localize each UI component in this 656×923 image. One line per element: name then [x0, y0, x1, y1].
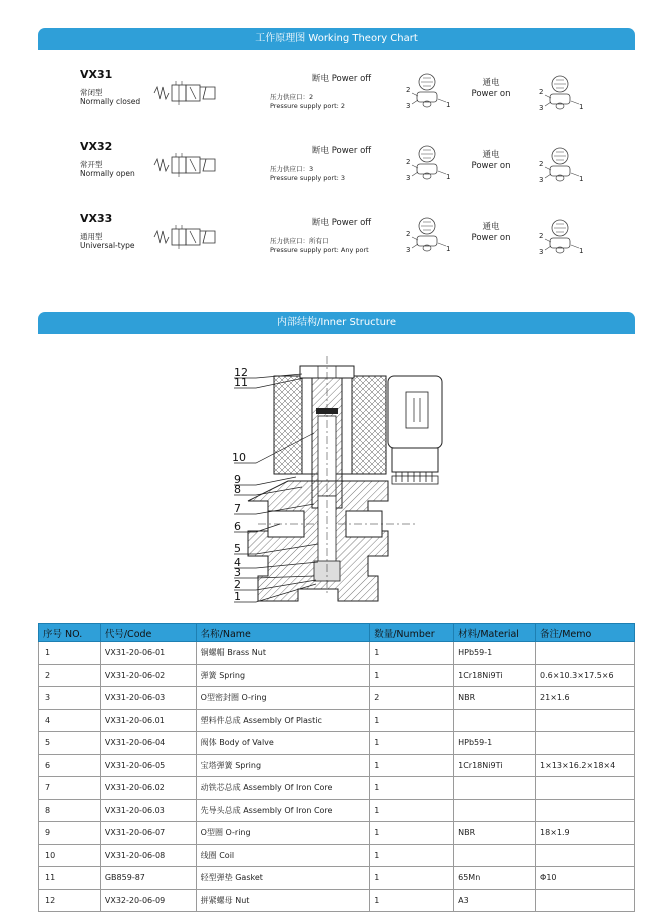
type-en: Normally open	[80, 169, 135, 178]
part-name: 线圈 Coil	[196, 844, 370, 867]
part-qty: 1	[370, 754, 454, 777]
part-qty: 1	[370, 777, 454, 800]
power-on-label	[468, 78, 514, 100]
part-no: 6	[39, 754, 101, 777]
valve-symbol	[150, 78, 230, 108]
part-code: VX31-20-06-08	[100, 844, 196, 867]
part-no: 5	[39, 732, 101, 755]
part-no: 7	[39, 777, 101, 800]
part-memo	[536, 642, 635, 665]
part-no: 1	[39, 642, 101, 665]
part-memo	[536, 889, 635, 912]
power-on-cn: 通电	[482, 222, 500, 232]
part-material	[454, 799, 536, 822]
theory-row	[80, 140, 600, 200]
part-material: 1Cr18Ni9Ti	[454, 754, 536, 777]
part-code: VX31-20-06.03	[100, 799, 196, 822]
power-on-en: Power on	[471, 233, 511, 243]
port-label: 2	[406, 230, 411, 238]
column-header: 备注/Memo	[536, 624, 635, 642]
part-code: VX31-20-06-05	[100, 754, 196, 777]
part-code: VX31-20-06-04	[100, 732, 196, 755]
column-header: 代号/Code	[100, 624, 196, 642]
power-on-label	[468, 222, 514, 244]
power-off-label: 断电 Power off	[312, 218, 372, 228]
type-cn: 常闭型	[80, 88, 103, 97]
table-row	[39, 732, 635, 755]
part-memo: 21×1.6	[536, 687, 635, 710]
part-no: 12	[39, 889, 101, 912]
part-qty: 1	[370, 732, 454, 755]
table-row	[39, 777, 635, 800]
valve-off-illustration	[402, 212, 452, 256]
power-on-en: Power on	[471, 89, 511, 99]
pressure-port-cn: 压力供应口：3	[270, 165, 314, 173]
part-name: 塑料件总成 Assembly Of Plastic	[196, 709, 370, 732]
working-theory-banner	[38, 28, 635, 50]
table-row	[39, 822, 635, 845]
column-header: 数量/Number	[370, 624, 454, 642]
port-label: 3	[539, 104, 544, 112]
part-memo: Φ10	[536, 867, 635, 890]
port-label: 1	[446, 101, 451, 109]
model-name: VX32	[80, 140, 113, 153]
inner-structure-banner	[38, 312, 635, 334]
callout-label: 6	[234, 520, 241, 533]
table-row	[39, 754, 635, 777]
part-name: 铜螺帽 Brass Nut	[196, 642, 370, 665]
port-label: 1	[446, 245, 451, 253]
part-no: 8	[39, 799, 101, 822]
part-material: NBR	[454, 687, 536, 710]
port-label: 3	[539, 248, 544, 256]
column-header: 材料/Material	[454, 624, 536, 642]
port-label: 2	[406, 158, 411, 166]
type-en: Universal-type	[80, 241, 135, 250]
table-header-row	[39, 624, 635, 642]
callout-label: 10	[232, 451, 246, 464]
part-material: A3	[454, 889, 536, 912]
type-en: Normally closed	[80, 97, 141, 106]
inner-structure-drawing	[228, 356, 448, 606]
callout-label: 3	[234, 566, 241, 579]
port-label: 1	[446, 173, 451, 181]
part-code: VX31-20-06.02	[100, 777, 196, 800]
callout-label: 9	[234, 473, 241, 486]
port-label: 2	[539, 160, 544, 168]
parts-table	[38, 623, 635, 912]
part-qty: 1	[370, 664, 454, 687]
pressure-port-cn: 压力供应口：所有口	[270, 237, 329, 245]
part-code: GB859-87	[100, 867, 196, 890]
theory-row	[80, 68, 600, 128]
theory-row	[80, 212, 600, 272]
part-memo	[536, 799, 635, 822]
part-material: HPb59-1	[454, 642, 536, 665]
power-on-label	[468, 150, 514, 172]
power-off-label: 断电 Power off	[312, 74, 372, 84]
part-material: HPb59-1	[454, 732, 536, 755]
port-label: 1	[579, 247, 584, 255]
port-label: 1	[579, 103, 584, 111]
part-name: 轻型弹垫 Gasket	[196, 867, 370, 890]
valve-on-illustration	[535, 142, 585, 186]
part-no: 11	[39, 867, 101, 890]
part-material: NBR	[454, 822, 536, 845]
valve-symbol	[150, 150, 230, 180]
table-row	[39, 642, 635, 665]
valve-on-illustration	[535, 70, 585, 114]
part-qty: 1	[370, 889, 454, 912]
column-header: 名称/Name	[196, 624, 370, 642]
part-memo	[536, 709, 635, 732]
part-qty: 1	[370, 867, 454, 890]
callout-label: 12	[234, 366, 248, 379]
part-no: 4	[39, 709, 101, 732]
part-code: VX31-20-06.01	[100, 709, 196, 732]
callout-label: 8	[234, 483, 241, 496]
pressure-port-en: Pressure supply port: 3	[270, 174, 346, 182]
callout-label: 4	[234, 556, 241, 569]
part-code: VX31-20-06-03	[100, 687, 196, 710]
power-on-cn: 通电	[482, 150, 500, 160]
part-name: 先导头总成 Assembly Of Iron Core	[196, 799, 370, 822]
inner-structure-title: 内部结构/Inner Structure	[277, 317, 396, 328]
part-material	[454, 777, 536, 800]
port-label: 2	[539, 232, 544, 240]
power-on-cn: 通电	[482, 78, 500, 88]
pressure-port-en: Pressure supply port: Any port	[270, 246, 369, 254]
pressure-port-cn: 压力供应口：2	[270, 93, 314, 101]
part-memo	[536, 732, 635, 755]
model-name: VX33	[80, 212, 113, 225]
column-header: 序号 NO.	[39, 624, 101, 642]
part-memo	[536, 777, 635, 800]
part-name: O型圈 O-ring	[196, 822, 370, 845]
table-row	[39, 664, 635, 687]
part-memo	[536, 844, 635, 867]
part-name: 动铁芯总成 Assembly Of Iron Core	[196, 777, 370, 800]
callout-label: 7	[234, 502, 241, 515]
part-qty: 1	[370, 799, 454, 822]
part-name: 阀体 Body of Valve	[196, 732, 370, 755]
port-label: 3	[406, 174, 411, 182]
part-code: VX31-20-06-02	[100, 664, 196, 687]
table-row	[39, 844, 635, 867]
part-material: 1Cr18Ni9Ti	[454, 664, 536, 687]
valve-symbol	[150, 222, 230, 252]
part-name: 拼紧螺母 Nut	[196, 889, 370, 912]
table-row	[39, 889, 635, 912]
part-code: VX32-20-06-09	[100, 889, 196, 912]
part-name: 宝塔弹簧 Spring	[196, 754, 370, 777]
callout-label: 1	[234, 590, 241, 603]
part-qty: 1	[370, 642, 454, 665]
table-row	[39, 867, 635, 890]
part-qty: 1	[370, 709, 454, 732]
part-memo: 18×1.9	[536, 822, 635, 845]
callout-label: 11	[234, 376, 248, 389]
part-no: 10	[39, 844, 101, 867]
pressure-port-en: Pressure supply port: 2	[270, 102, 346, 110]
port-label: 3	[406, 102, 411, 110]
power-on-en: Power on	[471, 161, 511, 171]
table-row	[39, 687, 635, 710]
table-row	[39, 799, 635, 822]
valve-off-illustration	[402, 68, 452, 112]
part-material	[454, 844, 536, 867]
part-no: 3	[39, 687, 101, 710]
port-label: 2	[406, 86, 411, 94]
part-no: 2	[39, 664, 101, 687]
part-memo: 0.6×10.3×17.5×6	[536, 664, 635, 687]
port-label: 3	[539, 176, 544, 184]
callout-label: 5	[234, 542, 241, 555]
type-cn: 常开型	[80, 160, 103, 169]
type-cn: 通用型	[80, 232, 103, 241]
part-name: O型密封圈 O-ring	[196, 687, 370, 710]
part-code: VX31-20-06-01	[100, 642, 196, 665]
part-material	[454, 709, 536, 732]
part-name: 弹簧 Spring	[196, 664, 370, 687]
part-qty: 2	[370, 687, 454, 710]
part-code: VX31-20-06-07	[100, 822, 196, 845]
port-label: 1	[579, 175, 584, 183]
part-qty: 1	[370, 844, 454, 867]
power-off-label: 断电 Power off	[312, 146, 372, 156]
table-row	[39, 709, 635, 732]
part-material: 65Mn	[454, 867, 536, 890]
working-theory-title: 工作原理图 Working Theory Chart	[255, 33, 418, 44]
callout-label: 2	[234, 578, 241, 591]
part-qty: 1	[370, 822, 454, 845]
port-label: 2	[539, 88, 544, 96]
model-name: VX31	[80, 68, 113, 81]
port-label: 3	[406, 246, 411, 254]
part-no: 9	[39, 822, 101, 845]
valve-on-illustration	[535, 214, 585, 258]
valve-off-illustration	[402, 140, 452, 184]
part-memo: 1×13×16.2×18×4	[536, 754, 635, 777]
